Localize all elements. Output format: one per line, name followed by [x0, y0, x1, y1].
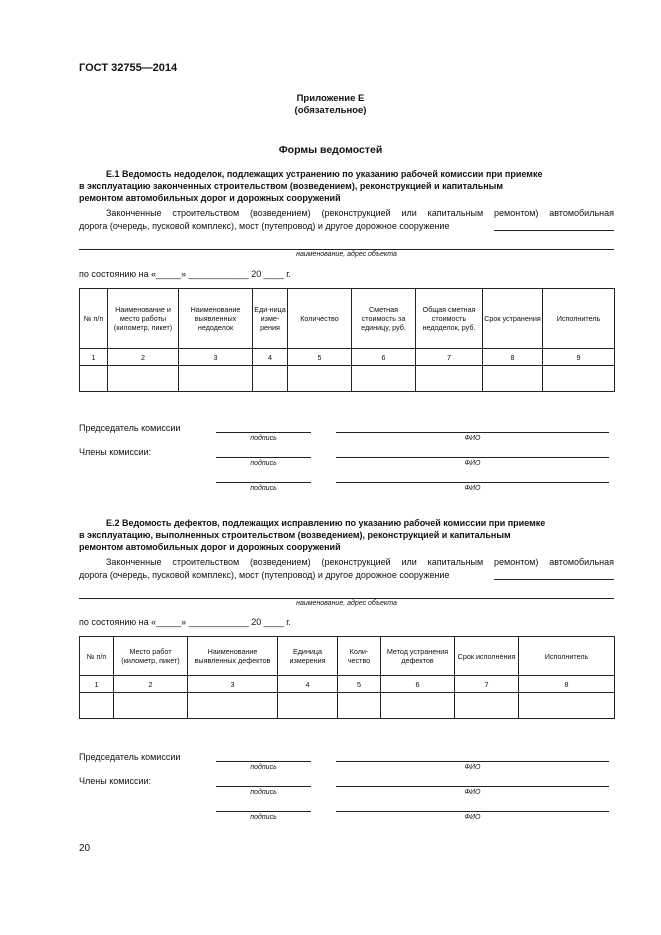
- s1-member2-sign-line[interactable]: [216, 482, 311, 483]
- s2-members-label: Члены комиссии:: [79, 776, 152, 786]
- section1-header-row: [80, 289, 615, 349]
- section1-status-date: по состоянию на «_____» ____________ 20 ____ г.: [79, 269, 291, 279]
- s1-empty-cell[interactable]: [80, 366, 108, 392]
- s2-member2-sign-line[interactable]: [216, 811, 311, 812]
- section1-title: [79, 168, 616, 204]
- s1-chairman-name-line[interactable]: [336, 432, 609, 433]
- forms-title: Формы ведомостей: [278, 144, 383, 156]
- s1-empty-cell[interactable]: [543, 366, 615, 392]
- s1-name-caption: ФИО: [464, 460, 481, 467]
- s2-header-cell: Коли-чество: [338, 637, 381, 676]
- section2-title-line2: в эксплуатацию, выполненных строительством (возведением), реконструкцией и капитальным: [79, 530, 511, 540]
- section2-object-fill-line[interactable]: [494, 579, 614, 580]
- s1-empty-cell[interactable]: [108, 366, 179, 392]
- s1-header-cell: Срок устранения: [483, 289, 543, 349]
- s1-header-cell: Исполнитель: [543, 289, 615, 349]
- section2-status-date: по состоянию на «_____» ____________ 20 ____ г.: [79, 617, 291, 627]
- s1-empty-cell[interactable]: [179, 366, 253, 392]
- s2-sign-caption: подпись: [250, 764, 277, 771]
- s2-number-cell: 3: [188, 676, 278, 693]
- appendix-title: Приложение Е: [296, 93, 365, 104]
- s2-empty-cell[interactable]: [519, 693, 615, 719]
- s2-chairman-label: Председатель комиссии: [79, 752, 181, 762]
- s1-number-cell: 8: [483, 349, 543, 366]
- section2-number-row: [80, 676, 615, 693]
- s2-member1-sign-line[interactable]: [216, 786, 311, 787]
- s1-header-cell: Еди-ница изме-рения: [253, 289, 288, 349]
- section1-title-line1: Е.1 Ведомость недоделок, подлежащих устранению по указанию рабочей комиссии при приемке: [106, 169, 543, 179]
- s1-number-cell: 2: [108, 349, 179, 366]
- section1-title-line3: ремонтом автомобильных дорог и дорожных сооружений: [79, 193, 341, 203]
- s2-member1-name-line[interactable]: [336, 786, 609, 787]
- s1-empty-cell[interactable]: [483, 366, 543, 392]
- s2-header-cell: Метод устранения дефектов: [381, 637, 455, 676]
- section1-empty-row[interactable]: [80, 366, 615, 392]
- s2-empty-cell[interactable]: [188, 693, 278, 719]
- section2-object-line[interactable]: [79, 598, 614, 599]
- s2-header-cell: Место работ (километр, пикет): [114, 637, 188, 676]
- section2-para-line1: Законченные строительством (возведением) (реконструкцией или капитальным ремонтом) автомобильная: [106, 557, 614, 567]
- s1-sign-caption: подпись: [250, 485, 277, 492]
- s2-header-cell: Срок исполнения: [455, 637, 519, 676]
- s1-number-cell: 3: [179, 349, 253, 366]
- s1-header-cell: Количество: [288, 289, 352, 349]
- s1-number-cell: 7: [416, 349, 483, 366]
- s2-member2-name-line[interactable]: [336, 811, 609, 812]
- s1-empty-cell[interactable]: [352, 366, 416, 392]
- s1-name-caption: ФИО: [464, 485, 481, 492]
- s1-members-label: Члены комиссии:: [79, 447, 152, 457]
- section1-title-line2: в эксплуатацию законченных строительством (возведением), реконструкцией и капитальным: [79, 181, 504, 191]
- section1-para-line2: дорога (очередь, пусковой комплекс), мост (путепровод) и другое дорожное сооружение: [79, 221, 450, 231]
- section2-table: [79, 636, 615, 719]
- section1-number-row: [80, 349, 615, 366]
- standard-number: ГОСТ 32755—2014: [79, 62, 178, 74]
- s1-sign-caption: подпись: [250, 435, 277, 442]
- s2-number-cell: 5: [338, 676, 381, 693]
- s1-header-cell: Наименование и место работы (километр, пикет): [108, 289, 179, 349]
- s1-empty-cell[interactable]: [288, 366, 352, 392]
- section1-object-fill-line[interactable]: [494, 230, 614, 231]
- s1-header-cell: Общая сметная стоимость недоделок, руб.: [416, 289, 483, 349]
- s1-number-cell: 5: [288, 349, 352, 366]
- section2-title-line1: Е.2 Ведомость дефектов, подлежащих исправлению по указанию рабочей комиссии при приемке: [106, 518, 546, 528]
- s1-chairman-sign-line[interactable]: [216, 432, 311, 433]
- s1-header-cell: Наименование выявленных недоделок: [179, 289, 253, 349]
- s2-empty-cell[interactable]: [80, 693, 114, 719]
- section1-table: [79, 288, 615, 392]
- s2-empty-cell[interactable]: [338, 693, 381, 719]
- s2-number-cell: 7: [455, 676, 519, 693]
- s1-header-cell: Сметная стоимость за единицу, руб.: [352, 289, 416, 349]
- section2-empty-row[interactable]: [80, 693, 615, 719]
- s2-empty-cell[interactable]: [455, 693, 519, 719]
- section1-object-line[interactable]: [79, 249, 614, 250]
- s1-header-cell: № п/п: [80, 289, 108, 349]
- s2-empty-cell[interactable]: [278, 693, 338, 719]
- s1-name-caption: ФИО: [464, 435, 481, 442]
- s1-member2-name-line[interactable]: [336, 482, 609, 483]
- s2-number-cell: 2: [114, 676, 188, 693]
- s2-empty-cell[interactable]: [114, 693, 188, 719]
- s2-header-cell: Наименование выявленных дефектов: [188, 637, 278, 676]
- section2-title-line3: ремонтом автомобильных дорог и дорожных сооружений: [79, 542, 341, 552]
- section1-para-line1: Законченные строительством (возведением) (реконструкцией или капитальным ремонтом) автомобильная: [106, 208, 614, 218]
- s1-member1-name-line[interactable]: [336, 457, 609, 458]
- s1-number-cell: 4: [253, 349, 288, 366]
- s2-name-caption: ФИО: [464, 764, 481, 771]
- s1-sign-caption: подпись: [250, 460, 277, 467]
- appendix-heading: [0, 93, 661, 117]
- s1-empty-cell[interactable]: [416, 366, 483, 392]
- section2-header-row: [80, 637, 615, 676]
- s2-number-cell: 1: [80, 676, 114, 693]
- s1-member1-sign-line[interactable]: [216, 457, 311, 458]
- appendix-note: (обязательное): [294, 105, 367, 116]
- s2-chairman-name-line[interactable]: [336, 761, 609, 762]
- s1-empty-cell[interactable]: [253, 366, 288, 392]
- s2-number-cell: 4: [278, 676, 338, 693]
- s2-name-caption: ФИО: [464, 814, 481, 821]
- s1-chairman-label: Председатель комиссии: [79, 423, 181, 433]
- s2-header-cell: Единица измерения: [278, 637, 338, 676]
- s2-header-cell: Исполнитель: [519, 637, 615, 676]
- s1-number-cell: 6: [352, 349, 416, 366]
- s2-chairman-sign-line[interactable]: [216, 761, 311, 762]
- section1-object-caption: наименование, адрес объекта: [296, 251, 397, 258]
- page-number: 20: [79, 843, 91, 854]
- s2-sign-caption: подпись: [250, 789, 277, 796]
- section2-title: [79, 517, 616, 553]
- s1-number-cell: 9: [543, 349, 615, 366]
- s2-number-cell: 6: [381, 676, 455, 693]
- s2-number-cell: 8: [519, 676, 615, 693]
- s2-header-cell: № п/п: [80, 637, 114, 676]
- section2-object-caption: наименование, адрес объекта: [296, 600, 397, 607]
- s2-name-caption: ФИО: [464, 789, 481, 796]
- s1-number-cell: 1: [80, 349, 108, 366]
- section2-para-line2: дорога (очередь, пусковой комплекс), мост (путепровод) и другое дорожное сооружение: [79, 570, 450, 580]
- s2-empty-cell[interactable]: [381, 693, 455, 719]
- s2-sign-caption: подпись: [250, 814, 277, 821]
